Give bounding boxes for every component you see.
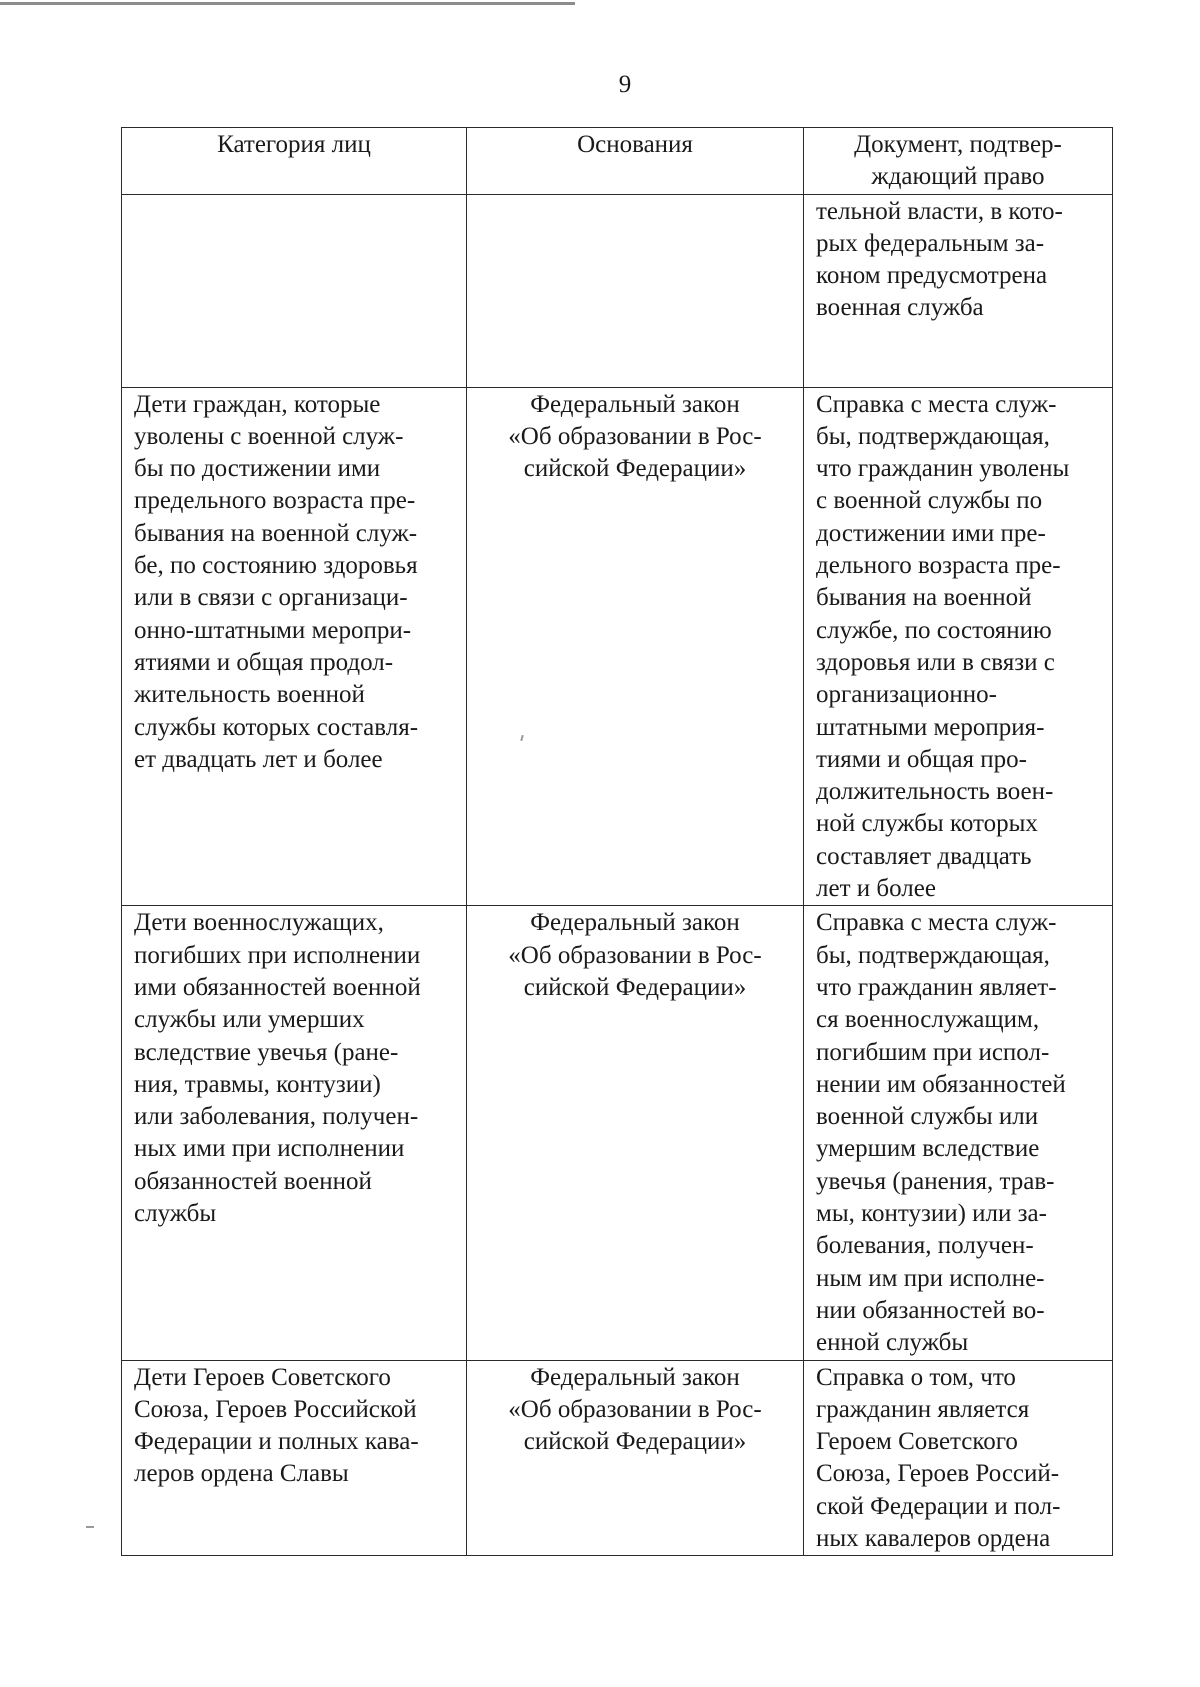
table-row: [122, 387, 1113, 906]
cell-basis: Федеральный закон «Об образовании в Рос- сийской Федерации»: [467, 1360, 804, 1556]
cell-document: Справка о том, что гражданин является Героем Советского Союза, Героев Россий- ской Федерации и пол- ных кавалеров ордена: [804, 1360, 1113, 1556]
header-document: Документ, подтвер- ждающий право: [804, 128, 1113, 195]
page-number: 9: [618, 71, 632, 98]
header-category: Категория лиц: [122, 128, 467, 195]
cell-document: Справка с места служ- бы, подтверждающая, что гражданин являет- ся военнослужащим, погибшим при испол- нении им обязанностей военной службы или умершим вследствие увечья (ранения, трав- мы, контузии) или за- болевания, получен- ным им при исполне- нии обязанностей во- енной службы: [804, 906, 1113, 1360]
cell-document: тельной власти, в кото- рых федеральным за- коном предусмотрена военная служба: [804, 194, 1113, 387]
scan-edge-rule: [0, 2, 575, 5]
cell-basis: [467, 194, 804, 387]
header-basis: Основания: [467, 128, 804, 195]
scan-mark: [86, 1526, 94, 1528]
cell-basis: Федеральный закон «Об образовании в Рос- сийской Федерации»: [467, 906, 804, 1360]
cell-category: Дети граждан, которые уволены с военной служ- бы по достижении ими предельного возраста пре- бывания на военной служ- бе, по состоянию здоровья или в связи с организаци- онно-штатными меропри- ятиями и общая продол- жительность военной службы которых составля- ет двадцать лет и более: [122, 387, 467, 906]
cell-document: Справка с места служ- бы, подтверждающая, что гражданин уволены с военной службы по достижении ими пре- дельного возраста пре- бывания на военной службе, по состоянию здоровья или в связи с организационно- штатными мероприя- тиями и общая про- должительность воен- ной службы которых составляет двадцать лет и более: [804, 387, 1113, 906]
table-header-row: [122, 128, 1113, 195]
cell-category: Дети военнослужащих, погибших при исполнении ими обязанностей военной службы или умерших вследствие увечья (ране- ния, травмы, контузии) или заболевания, получен- ных ими при исполнении обязанностей военной службы: [122, 906, 467, 1360]
eligibility-table: [121, 127, 1113, 1556]
cell-basis: Федеральный закон «Об образовании в Рос- сийской Федерации»: [467, 387, 804, 906]
cell-category: Дети Героев Советского Союза, Героев Российской Федерации и полных кава- леров ордена Славы: [122, 1360, 467, 1556]
table-row: [122, 194, 1113, 387]
table-row: [122, 1360, 1113, 1556]
table-row: [122, 906, 1113, 1360]
cell-category: [122, 194, 467, 387]
